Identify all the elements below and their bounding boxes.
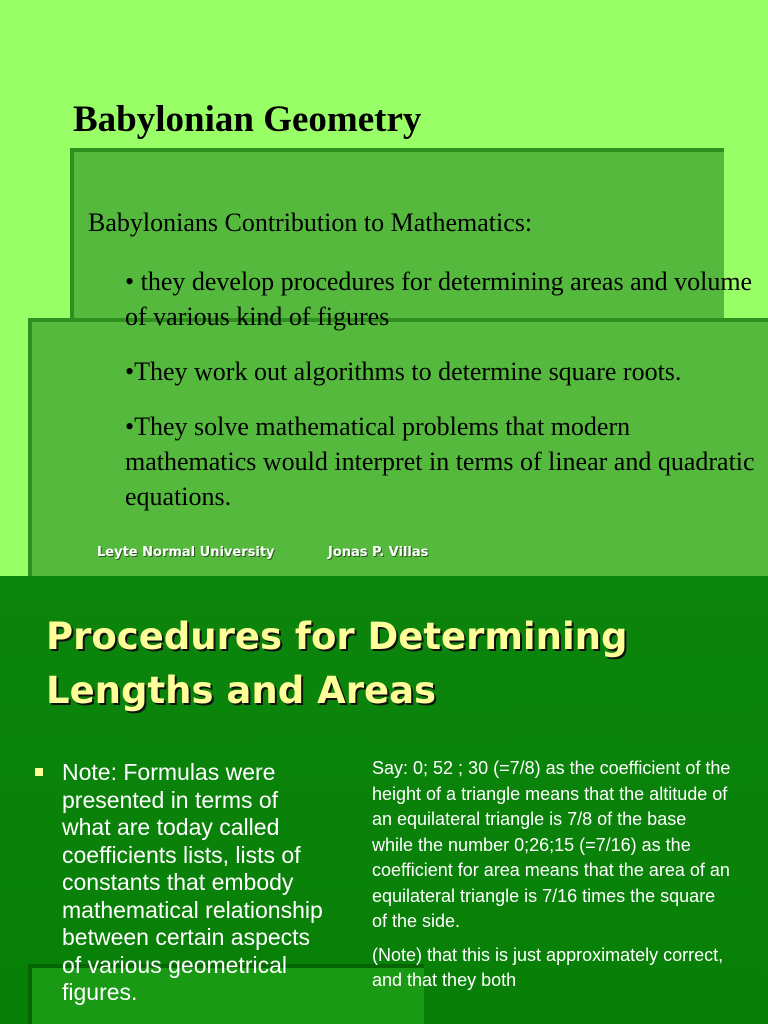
slide-title: Procedures for Determining Lengths and Areas xyxy=(46,615,628,712)
square-bullet-icon xyxy=(35,768,43,776)
bullet-list xyxy=(125,264,755,534)
slide-procedures xyxy=(0,576,768,1024)
example-column xyxy=(372,756,732,1002)
note-text: Note: Formulas were presented in terms of what are today called coefficients lists, lists of constants that embody mathematical relationship between certain aspects of various geometrical figures. xyxy=(62,759,323,1005)
bullet-item: •They work out algorithms to determine square roots. xyxy=(125,357,682,386)
bullet-item: • they develop procedures for determining areas and volume of various kind of figures xyxy=(125,267,753,331)
example-paragraph: Say: 0; 52 ; 30 (=7/8) as the coefficient of the height of a triangle means that the altitude of an equilateral triangle is 7/8 of the base while the number 0;26;15 (=7/16) as the coefficient for area means that the area of an equilateral triangle is 7/16 times the square of the side. xyxy=(372,758,731,931)
footer-author: Jonas P. Villas xyxy=(328,545,429,560)
example-paragraph: (Note) that this is just approximately correct, and that they both xyxy=(372,944,724,990)
footer-institution: Leyte Normal University xyxy=(97,545,275,560)
slide-title: Babylonian Geometry xyxy=(73,99,422,140)
bullet-item: •They solve mathematical problems that modern mathematics would interpret in terms of linear and quadratic equations. xyxy=(125,412,755,511)
slide-subtitle: Babylonians Contribution to Mathematics: xyxy=(88,208,533,237)
note-column xyxy=(35,759,325,1007)
